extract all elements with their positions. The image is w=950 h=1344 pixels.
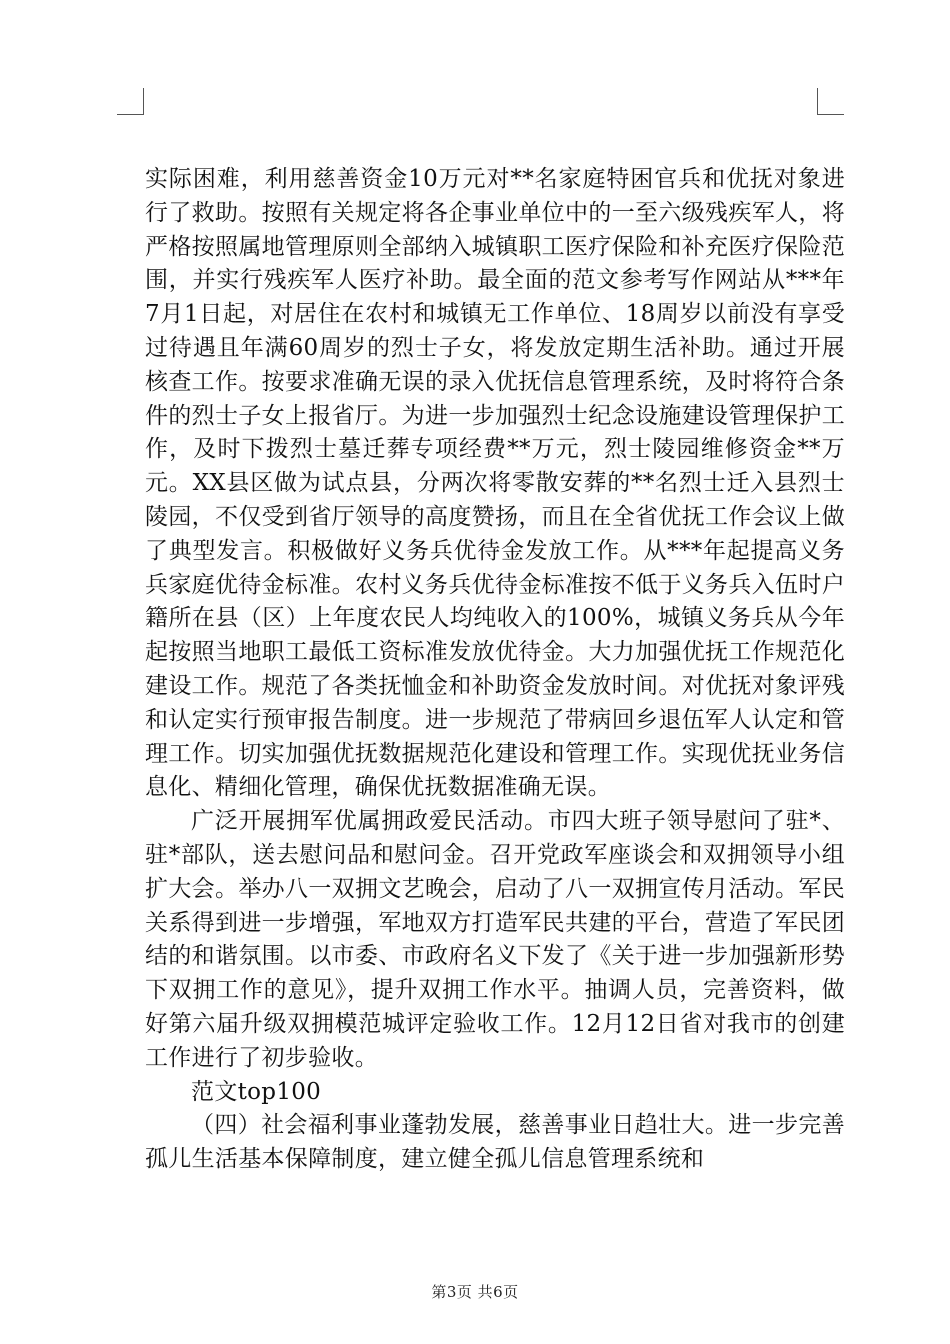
crop-mark-top-left bbox=[117, 88, 144, 115]
paragraph-2: 广泛开展拥军优属拥政爱民活动。市四大班子领导慰问了驻*、驻*部队，送去慰问品和慰问金。召开党政军座谈会和双拥领导小组扩大会。举办八一双拥文艺晚会，启动了八一双拥宣传月活动。军民关系得到进一步增强，军地双方打造军民共建的平台，营造了军民团结的和谐氛围。以市委、市政府名义下发了《关于进一步加强新形势下双拥工作的意见》，提升双拥工作水平。抽调人员，完善资料，做好第六届升级双拥模范城评定验收工作。12月12日省对我市的创建工作进行了初步验收。 bbox=[145, 808, 845, 1071]
paragraph-4: （四）社会福利事业蓬勃发展，慈善事业日趋壮大。进一步完善孤儿生活基本保障制度，建立健全孤儿信息管理系统和 bbox=[145, 1112, 845, 1173]
crop-mark-top-right bbox=[817, 88, 844, 115]
paragraph-1: 实际困难，利用慈善资金10万元对**名家庭特困官兵和优抚对象进行了救助。按照有关规定将各企事业单位中的一至六级残疾军人，将严格按照属地管理原则全部纳入城镇职工医疗保险和补充医疗保险范围，并实行残疾军人医疗补助。最全面的范文参考写作网站从***年7月1日起，对居住在农村和城镇无工作单位、18周岁以前没有享受过待遇且年满60周岁的烈士子女，将发放定期生活补助。通过开展核查工作。按要求准确无误的录入优抚信息管理系统，及时将符合条件的烈士子女上报省厅。为进一步加强烈士纪念设施建设管理保护工作，及时下拨烈士墓迁葬专项经费**万元，烈士陵园维修资金**万元。XX县区做为试点县，分两次将零散安葬的**名烈士迁入县烈士陵园，不仅受到省厅领导的高度赞扬，而且在全省优抚工作会议上做了典型发言。积极做好义务兵优待金发放工作。从***年起提高义务兵家庭优待金标准。农村义务兵优待金标准按不低于义务兵入伍时户籍所在县（区）上年度农民人均纯收入的100%，城镇义务兵从今年起按照当地职工最低工资标准发放优待金。大力加强优抚工作规范化建设工作。规范了各类抚恤金和补助资金发放时间。对优抚对象评残和认定实行预审报告制度。进一步规范了带病回乡退伍军人认定和管理工作。切实加强优抚数据规范化建设和管理工作。实现优抚业务信息化、精细化管理，确保优抚数据准确无误。 bbox=[145, 166, 845, 801]
document-body bbox=[145, 163, 845, 1177]
paragraph-3: 范文top100 bbox=[191, 1078, 322, 1105]
page-number-footer: 第3页 共6页 bbox=[431, 1283, 519, 1301]
